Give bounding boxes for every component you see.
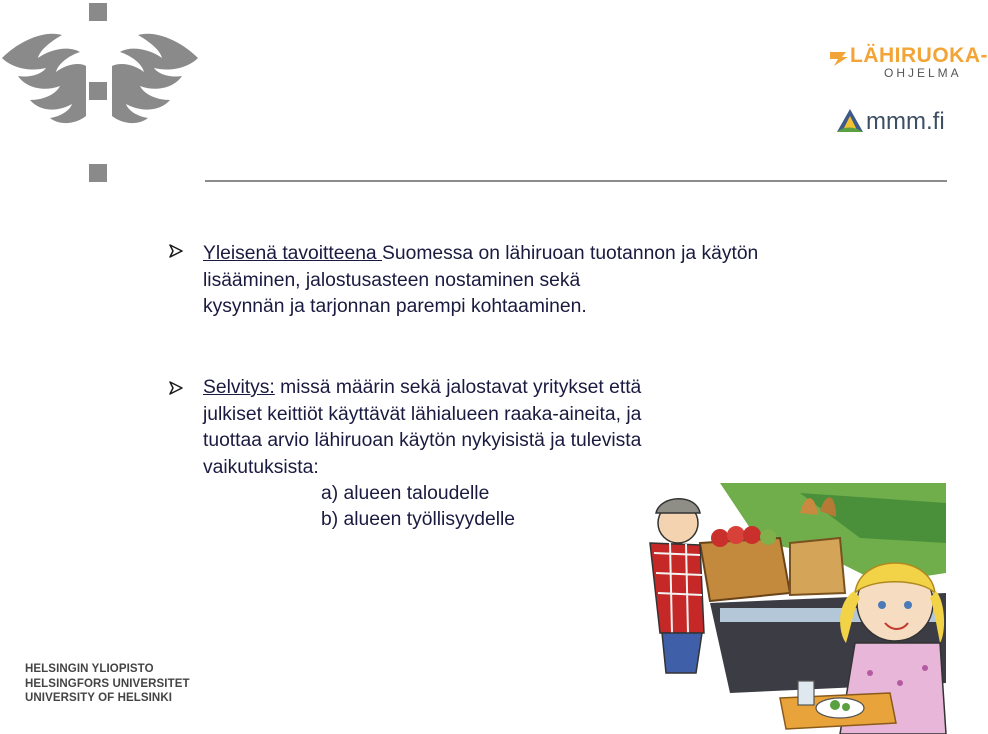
ministry-logo-text: mmm.fi [866, 108, 945, 135]
survey-line-1: Selvitys: missä määrin sekä jalostavat yritykset että [203, 377, 642, 398]
goal-label: Yleisenä tavoitteena [203, 243, 383, 264]
arrow-bullet-icon [168, 243, 184, 259]
goal-paragraph [203, 241, 758, 321]
subitem-economy: a) alueen taloudelle [321, 483, 490, 504]
arrow-bullet-icon [168, 380, 184, 396]
survey-line-4: vaikutuksista: [203, 456, 319, 478]
survey-line-3: tuottaa arvio lähiruoan käytön nykyisistä ja tulevista [203, 430, 642, 451]
program-logo-subtext: OHJELMA [884, 66, 962, 80]
local-food-illustration [640, 483, 946, 734]
ministry-logo-mark [836, 108, 864, 134]
header-divider [205, 180, 947, 182]
survey-paragraph [203, 375, 641, 481]
goal-line-2: lisääminen, jalostusasteen nostaminen sekä [203, 269, 581, 291]
goal-line-1: Yleisenä tavoitteena Suomessa on lähiruoan tuotannon ja käytön [203, 243, 759, 264]
program-logo-text: LÄHIRUOKA- [850, 44, 988, 67]
subitem-employment: b) alueen työllisyydelle [321, 509, 515, 530]
survey-label: Selvitys: [203, 377, 275, 398]
university-flame-logo [0, 0, 200, 190]
goal-line-3: kysynnän ja tarjonnan parempi kohtaaminen. [203, 296, 587, 317]
survey-line-2: julkiset keittiöt käyttävät lähialueen raaka-aineita, ja [203, 403, 642, 425]
program-logo-mark [828, 48, 850, 68]
university-name: HELSINGIN YLIOPISTO HELSINGFORS UNIVERSITET UNIVERSITY OF HELSINKI [25, 663, 190, 704]
